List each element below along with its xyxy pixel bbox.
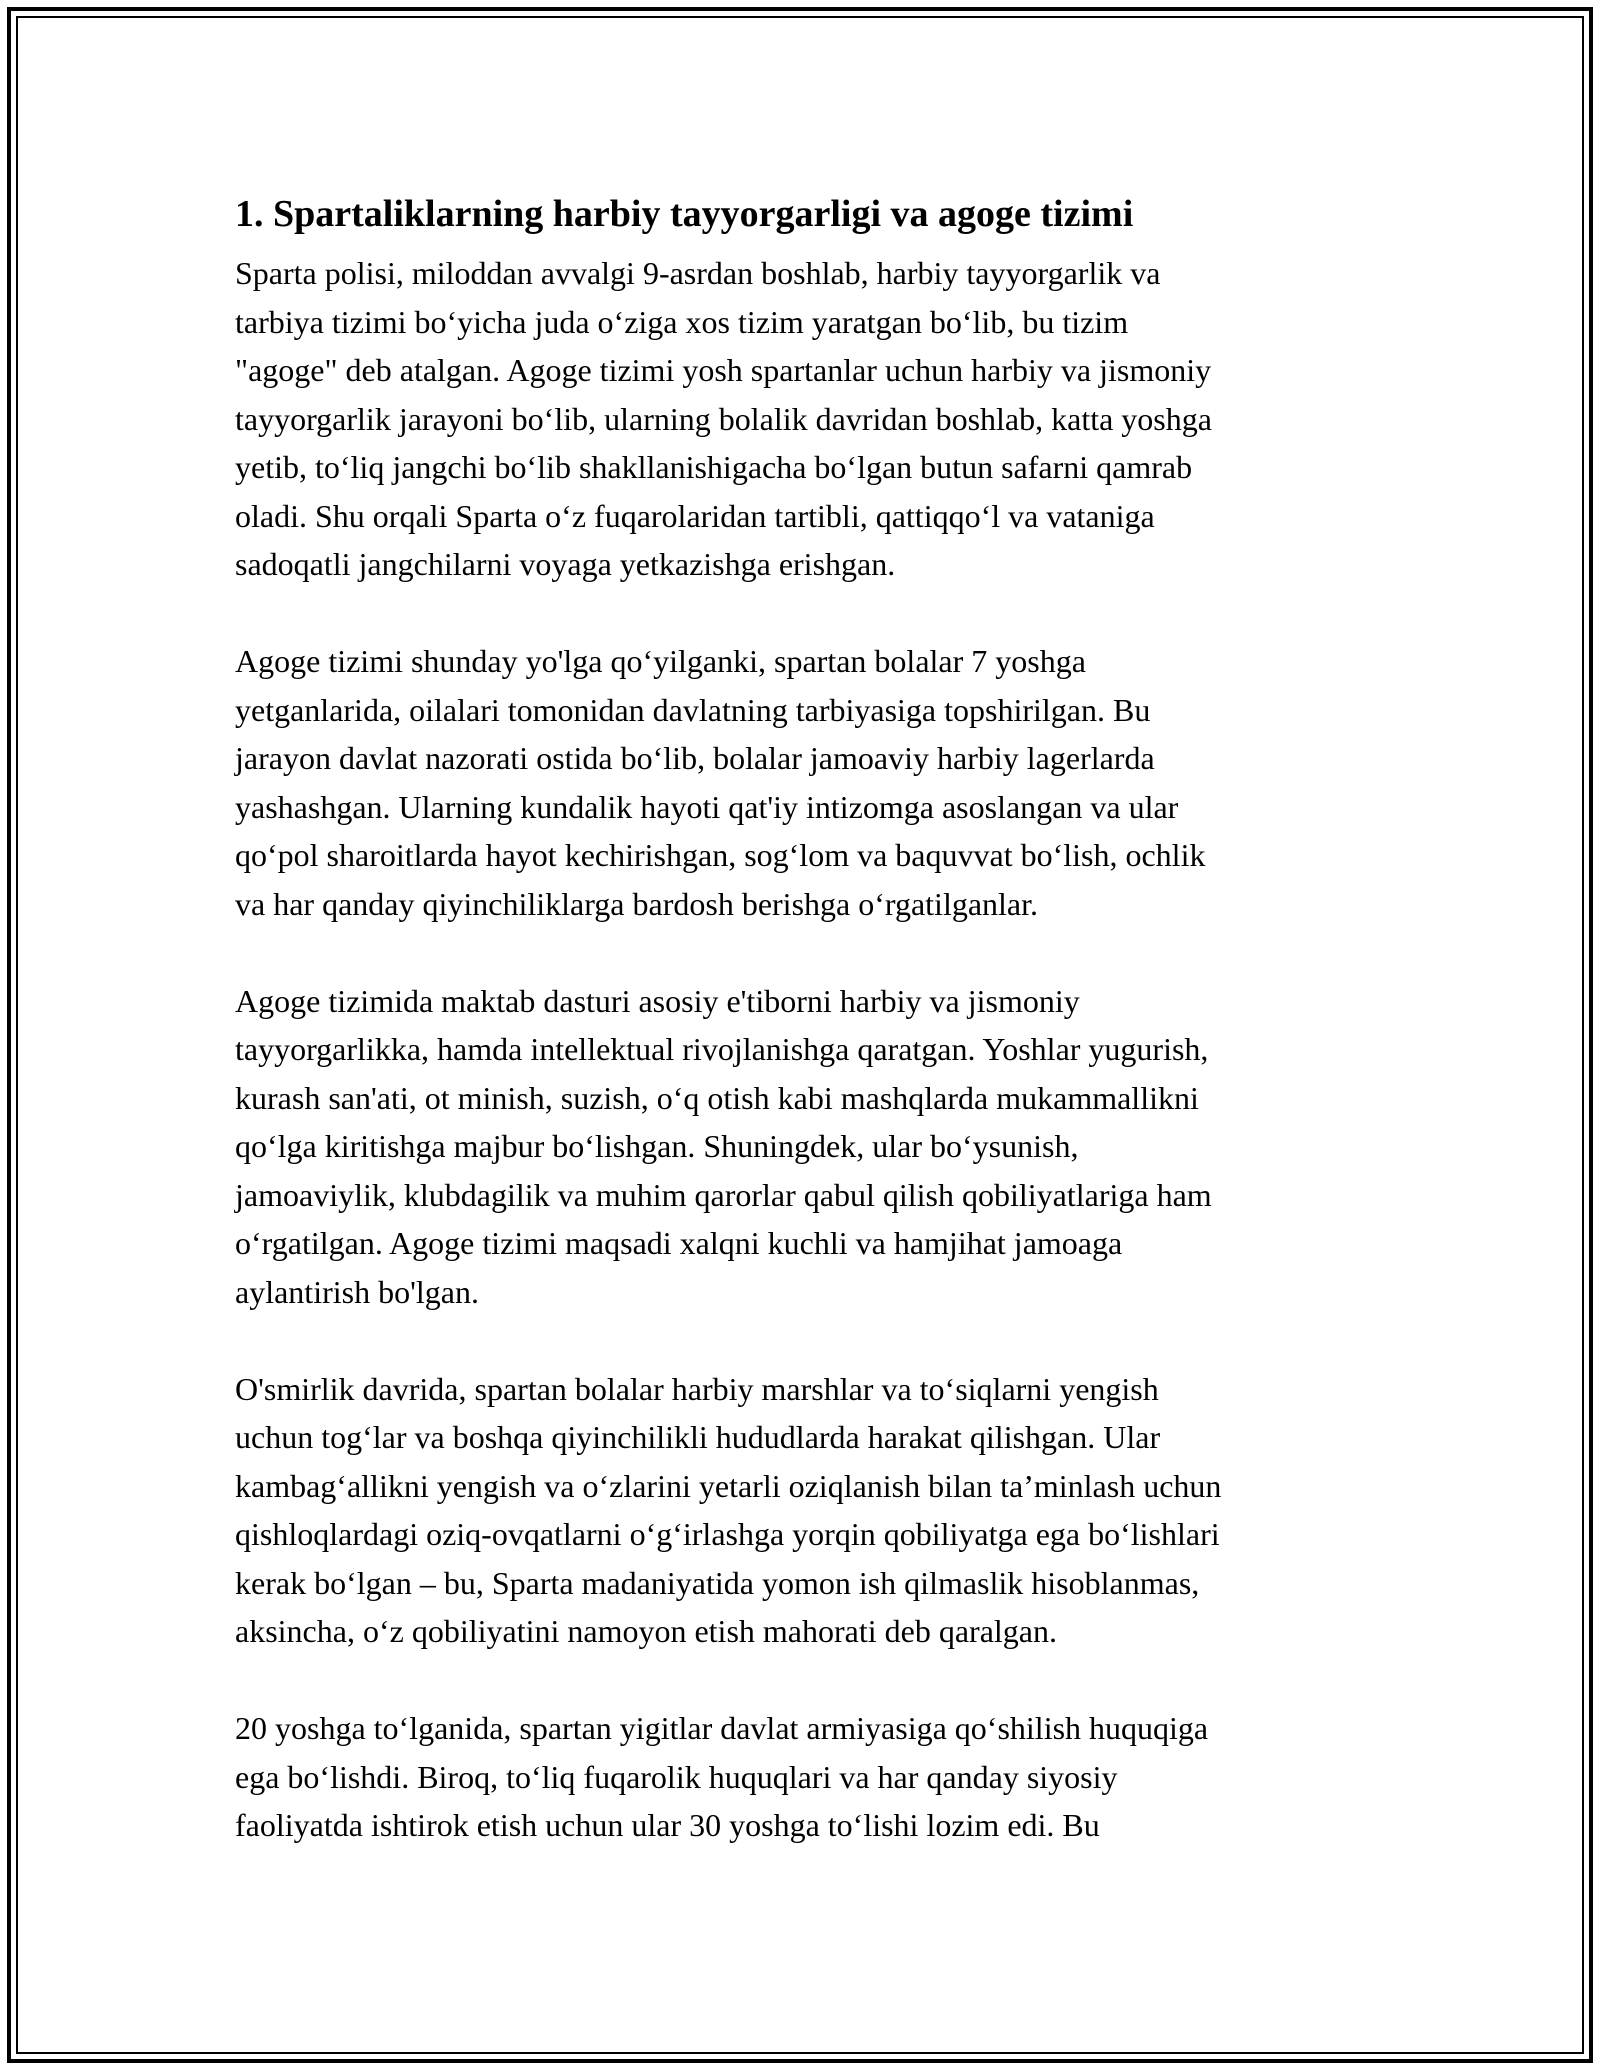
document-body	[235, 185, 1385, 1850]
text-line: tarbiya tizimi bo‘yicha juda o‘ziga xos tizim yaratgan bo‘lib, bu tizim	[235, 303, 1129, 340]
paragraph-2	[235, 637, 1385, 928]
text-line: qo‘pol sharoitlarda hayot kechirishgan, sog‘lom va baquvvat bo‘lish, ochlik	[235, 837, 1206, 873]
text-line: faoliyatda ishtirok etish uchun ular 30 yoshga to‘lishi lozim edi. Bu	[235, 1807, 1100, 1843]
text-line: kurash san'ati, ot minish, suzish, o‘q otish kabi mashqlarda mukammallikni	[235, 1079, 1199, 1116]
text-line: kerak bo‘lgan – bu, Sparta madaniyatida yomon ish qilmaslik hisoblanmas,	[235, 1564, 1200, 1601]
text-line: yetib, to‘liq jangchi bo‘lib shakllanishigacha bo‘lgan butun safarni qamrab	[235, 449, 1193, 485]
text-line: tayyorgarlikka, hamda intellektual rivojlanishga qaratgan. Yoshlar yugurish,	[235, 1031, 1209, 1067]
text-line: ega bo‘lishdi. Biroq, to‘liq fuqarolik huquqlari va har qanday siyosiy	[235, 1758, 1118, 1795]
text-line: kambag‘allikni yengish va o‘zlarini yetarli oziqlanish bilan ta’minlash uchun	[235, 1467, 1222, 1504]
paragraph-5	[235, 1704, 1385, 1850]
text-line: va har qanday qiyinchiliklarga bardosh berishga o‘rgatilganlar.	[235, 885, 1039, 922]
paragraph-4	[235, 1365, 1385, 1656]
text-line: qishloqlardagi oziq-ovqatlarni o‘g‘irlashga yorqin qobiliyatga ega bo‘lishlari	[235, 1516, 1220, 1552]
text-line: jamoaviylik, klubdagilik va muhim qarorlar qabul qilish qobiliyatlariga ham	[235, 1176, 1212, 1213]
text-line: aksincha, o‘z qobiliyatini namoyon etish mahorati deb qaralgan.	[235, 1613, 1057, 1649]
text-line: sadoqatli jangchilarni voyaga yetkazishga erishgan.	[235, 546, 896, 582]
paragraph-1	[235, 249, 1385, 589]
text-line: o‘rgatilgan. Agoge tizimi maqsadi xalqni kuchli va hamjihat jamoaga	[235, 1225, 1123, 1261]
text-line: aylantirish bo'lgan.	[235, 1273, 479, 1310]
text-line: uchun tog‘lar va boshqa qiyinchilikli hududlarda harakat qilishgan. Ular	[235, 1419, 1161, 1455]
page-title: 1. Spartaliklarning harbiy tayyorgarligi va agoge tizimi	[235, 193, 1134, 235]
text-line: jarayon davlat nazorati ostida bo‘lib, bolalar jamoaviy harbiy lagerlarda	[235, 740, 1155, 776]
text-line: yetganlarida, oilalari tomonidan davlatning tarbiyasiga topshirilgan. Bu	[235, 691, 1151, 728]
paragraph-3	[235, 977, 1385, 1317]
text-line: oladi. Shu orqali Sparta o‘z fuqarolaridan tartibli, qattiqqo‘l va vataniga	[235, 497, 1155, 534]
text-line: Agoge tizimida maktab dasturi asosiy e'tiborni harbiy va jismoniy	[235, 982, 1080, 1019]
text-line: yashashgan. Ularning kundalik hayoti qat'iy intizomga asoslangan va ular	[235, 788, 1179, 825]
text-line: Agoge tizimi shunday yo'lga qo‘yilganki, spartan bolalar 7 yoshga	[235, 643, 1086, 679]
text-line: 20 yoshga to‘lganida, spartan yigitlar davlat armiyasiga qo‘shilish huquqiga	[235, 1710, 1209, 1746]
text-line: tayyorgarlik jarayoni bo‘lib, ularning bolalik davridan boshlab, katta yoshga	[235, 400, 1212, 437]
text-line: qo‘lga kiritishga majbur bo‘lishgan. Shuningdek, ular bo‘ysunish,	[235, 1128, 1079, 1164]
text-line: O'smirlik davrida, spartan bolalar harbiy marshlar va to‘siqlarni yengish	[235, 1370, 1159, 1407]
text-line: "agoge" deb atalgan. Agoge tizimi yosh spartanlar uchun harbiy va jismoniy	[235, 352, 1212, 388]
text-line: Sparta polisi, miloddan avvalgi 9-asrdan boshlab, harbiy tayyorgarlik va	[235, 255, 1161, 291]
